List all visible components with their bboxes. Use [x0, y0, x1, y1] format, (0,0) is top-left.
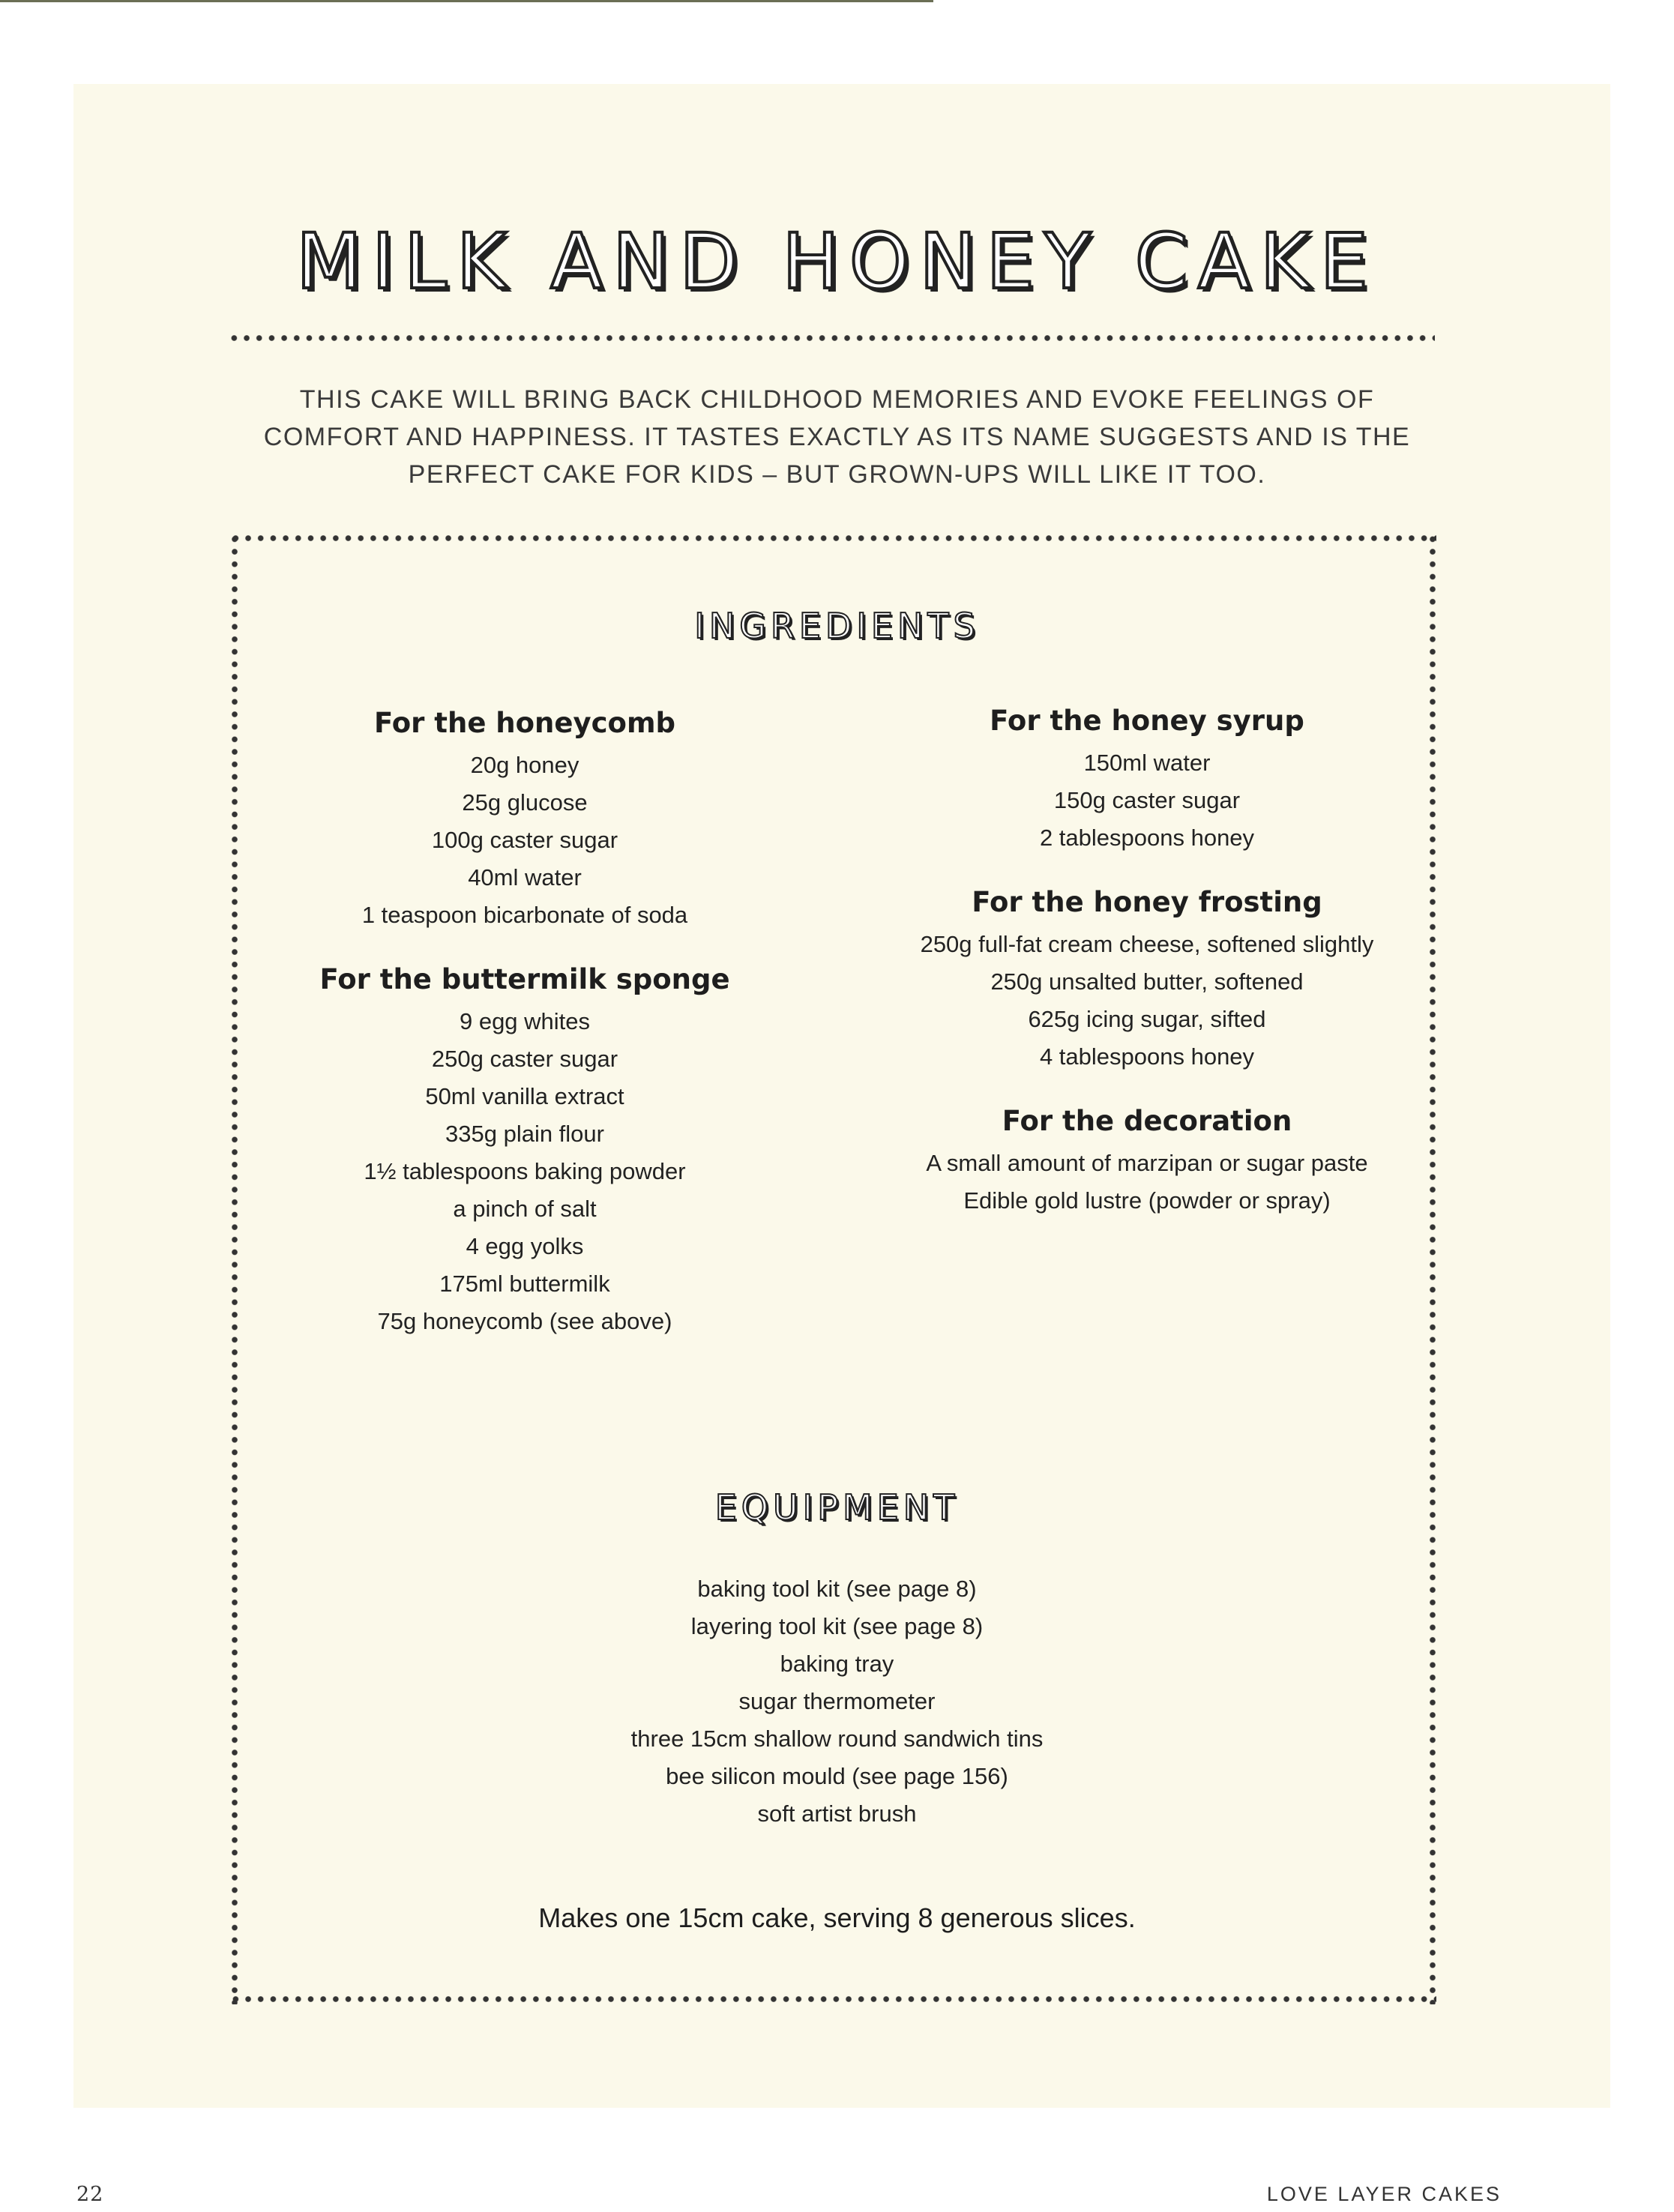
decoration-group [900, 1101, 1394, 1220]
ingredient-item: 2 tablespoons honey [1039, 825, 1255, 851]
equipment-item: three 15cm shallow round sandwich tins [630, 1726, 1044, 1752]
recipe-title: MILK AND HONEY CAKE [295, 217, 1379, 307]
equipment-item: baking tool kit (see page 8) [697, 1576, 977, 1602]
box-border-top [229, 533, 1436, 543]
yield-note: Makes one 15cm cake, serving 8 generous slices. [538, 1902, 1136, 1933]
equipment-item: bee silicon mould (see page 156) [666, 1763, 1008, 1789]
ingredient-item: 1 teaspoon bicarbonate of soda [361, 902, 688, 928]
ingredients-left-column [300, 703, 750, 1366]
ingredient-item: 250g full-fat cream cheese, softened slightly [920, 931, 1374, 957]
ingredients-heading: INGREDIENTS [694, 606, 980, 646]
intro-line: COMFORT AND HAPPINESS. IT TASTES EXACTLY AS ITS NAME SUGGESTS AND IS THE [263, 423, 1411, 451]
ingredient-item: 1½ tablespoons baking powder [364, 1158, 686, 1184]
ingredient-item: 9 egg whites [459, 1008, 591, 1034]
equipment-item: baking tray [780, 1651, 894, 1677]
intro-line: PERFECT CAKE FOR KIDS – BUT GROWN-UPS WILL LIKE IT TOO. [408, 460, 1266, 489]
group-heading: For the buttermilk sponge [319, 963, 730, 995]
ingredient-item: 4 egg yolks [466, 1233, 584, 1259]
ingredient-item: 20g honey [470, 752, 579, 778]
ingredient-item: 4 tablespoons honey [1039, 1043, 1255, 1070]
equipment-item: soft artist brush [757, 1800, 917, 1827]
ingredient-item: 335g plain flour [445, 1121, 604, 1147]
ingredient-item: 25g glucose [462, 789, 588, 816]
equipment-item: sugar thermometer [738, 1688, 936, 1714]
ingredient-item: 250g caster sugar [431, 1046, 618, 1072]
ingredient-item: 75g honeycomb (see above) [377, 1308, 672, 1334]
ingredient-item: 40ml water [468, 864, 582, 890]
ingredient-item: 175ml buttermilk [439, 1271, 610, 1297]
running-footer: LOVE LAYER CAKES [1266, 2183, 1502, 2205]
buttermilk-sponge-group [300, 959, 750, 1340]
intro-line: THIS CAKE WILL BRING BACK CHILDHOOD MEMORIES AND EVOKE FEELINGS OF [299, 385, 1375, 414]
ingredient-item: 50ml vanilla extract [425, 1083, 624, 1109]
group-heading: For the honeycomb [373, 707, 676, 739]
equipment-heading: EQUIPMENT [714, 1487, 960, 1528]
top-rule [0, 0, 933, 2]
box-border-bottom [229, 1994, 1436, 2004]
ingredient-item: 250g unsalted butter, softened [990, 968, 1304, 995]
honey-frosting-group [900, 882, 1394, 1076]
ingredient-item: 100g caster sugar [431, 827, 618, 853]
ingredient-item: Edible gold lustre (powder or spray) [963, 1187, 1331, 1214]
group-heading: For the honey syrup [990, 705, 1304, 737]
group-heading: For the honey frosting [972, 886, 1322, 918]
honey-syrup-group [900, 701, 1394, 857]
ingredient-item: 150ml water [1083, 750, 1211, 776]
ingredient-item: 150g caster sugar [1053, 787, 1241, 813]
ingredient-item: A small amount of marzipan or sugar paste [926, 1150, 1368, 1176]
ingredients-right-column [900, 701, 1394, 1245]
honeycomb-group [300, 703, 750, 934]
ingredient-item: 625g icing sugar, sifted [1028, 1006, 1266, 1032]
equipment-list [0, 1570, 1674, 1833]
ingredient-item: a pinch of salt [453, 1196, 597, 1222]
intro-text [225, 381, 1449, 493]
group-heading: For the decoration [1002, 1105, 1292, 1137]
page-number: 22 [76, 2183, 104, 2206]
title-dotted-rule [228, 333, 1435, 343]
equipment-item: layering tool kit (see page 8) [690, 1613, 984, 1639]
